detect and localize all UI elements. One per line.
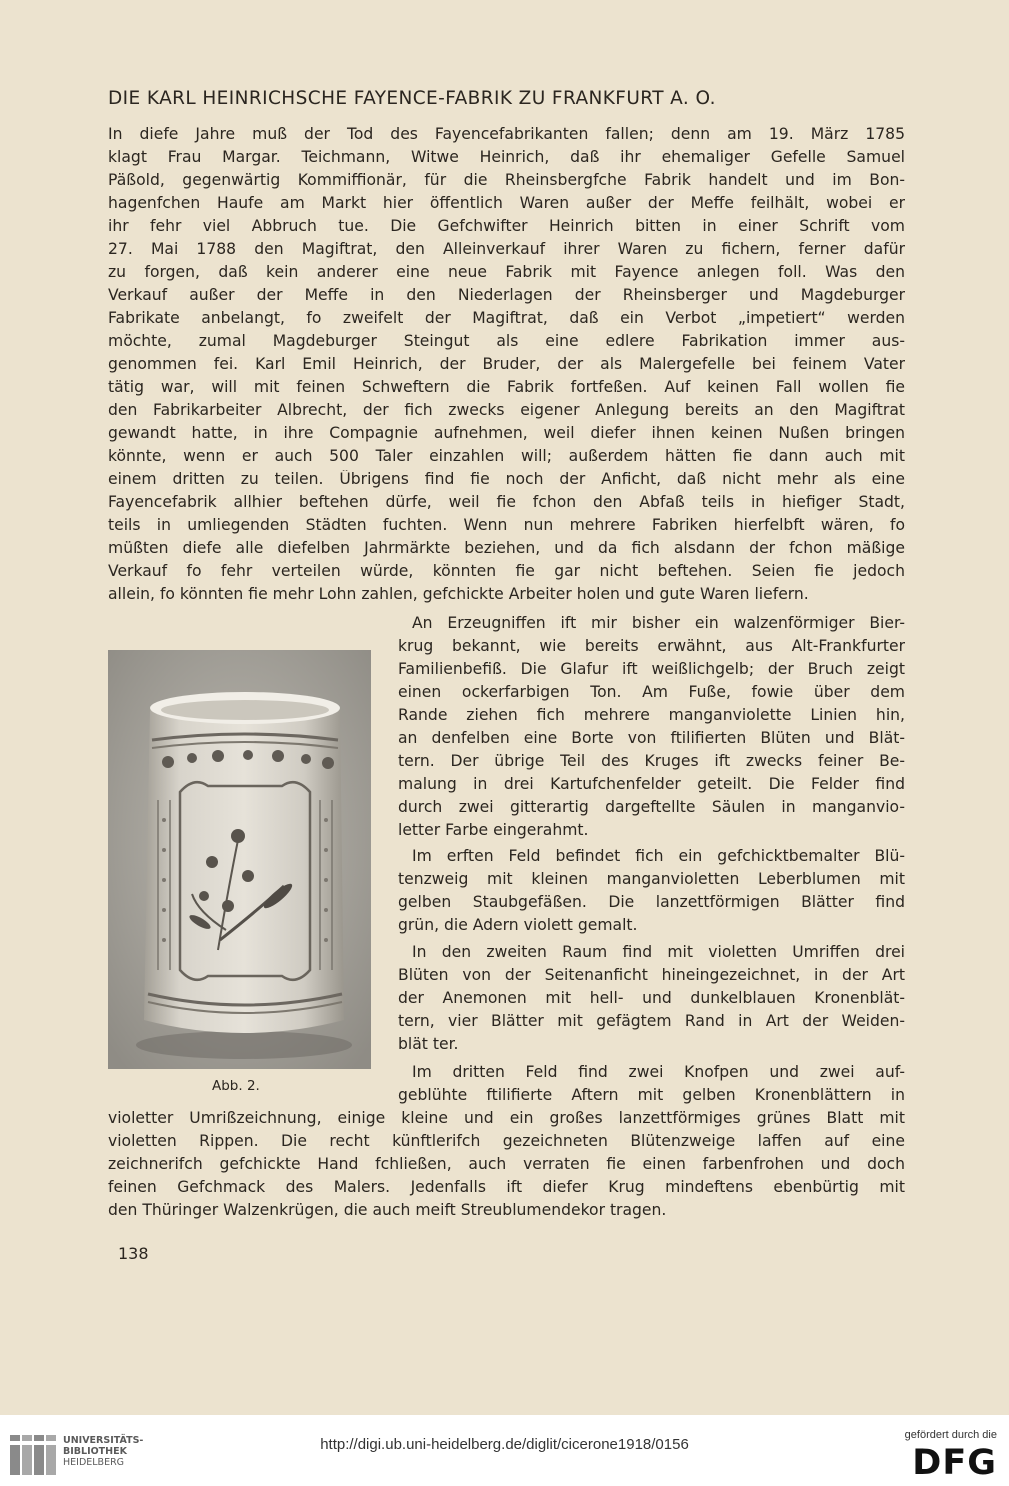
- text-line: Päßold, gegenwärtig Kommiffionär, für die Rheinsbergfche Fabrik handelt und im Bon-: [108, 171, 905, 189]
- text-line: violetter Umrißzeichnung, einige kleine und ein großes lanzettförmiges grünes Blatt mit: [108, 1109, 905, 1127]
- page-number: 138: [118, 1244, 149, 1263]
- text-line: Verkauf außer der Meffe in den Niederlagen der Rheinsberger und Magdeburger: [108, 286, 905, 304]
- text-line: könnte, wenn er auch 500 Taler einzahlen will; außerdem hätten fie dann auch mit: [108, 447, 905, 465]
- text-line: der Anemonen mit hell- und dunkelblauen Kronenblät-: [398, 989, 905, 1007]
- text-line: Im erften Feld befindet fich ein gefchicktbemalter Blü-: [412, 847, 905, 865]
- text-line: genommen fei. Karl Emil Heinrich, der Bruder, der als Malergefelle bei feinem Vater: [108, 355, 905, 373]
- text-line: allein, fo könnten fie mehr Lohn zahlen, gefchickte Arbeiter holen und gute Waren liefern.: [108, 585, 809, 603]
- text-line: klagt Frau Margar. Teichmann, Witwe Heinrich, daß ihr ehemaliger Gefelle Samuel: [108, 148, 905, 166]
- text-line: durch zwei gitterartig dargeftellte Säulen in manganvio-: [398, 798, 905, 816]
- figure-caption: Abb. 2.: [212, 1078, 260, 1094]
- text-line: tätig war, will mit feinen Schweftern die Fabrik fortfeßen. Auf keinen Fall wollen fie: [108, 378, 905, 396]
- text-line: In den zweiten Raum find mit violetten Umriffen drei: [412, 943, 905, 961]
- text-line: einen ockerfarbigen Ton. Am Fuße, fowie über dem: [398, 683, 905, 701]
- text-line: möchte, zumal Magdeburger Steingut als eine edlere Fabrikation immer aus-: [108, 332, 905, 350]
- text-line: hagenfchen Haufe am Markt hier öffentlich Waren außer der Meffe feilhält, wobei er: [108, 194, 905, 212]
- text-line: teils in umliegenden Städten fuchten. Wenn nun mehrere Fabriken hierfelbft wären, fo: [108, 516, 905, 534]
- text-line: tern, vier Blätter mit gefägtem Rand in Art der Weiden-: [398, 1012, 905, 1030]
- text-line: tenzweig mit kleinen manganvioletten Leberblumen mit: [398, 870, 905, 888]
- dfg-logo: DFG: [912, 1443, 997, 1483]
- mug-illustration: [108, 650, 371, 1069]
- permalink-url[interactable]: http://digi.ub.uni-heidelberg.de/diglit/cicerone1918/0156: [320, 1436, 689, 1453]
- library-line-1: UNIVERSITÄTS-: [63, 1435, 144, 1446]
- text-line: violetten Rippen. Die recht künftlerifch gezeichneten Blütenzweige laffen auf eine: [108, 1132, 905, 1150]
- text-line: tern. Der übrige Teil des Kruges ift zwecks feiner Be-: [398, 752, 905, 770]
- text-line: feinen Gefchmack des Malers. Jedenfalls ift diefer Krug mindeftens ebenbürtig mit: [108, 1178, 905, 1196]
- funding-caption: gefördert durch die: [904, 1429, 997, 1441]
- text-line: den Thüringer Walzenkrügen, die auch meift Streublumendekor tragen.: [108, 1201, 667, 1219]
- text-line: Fayencefabrik allhier beftehen dürfe, weil fie fchon den Abfaß teils in hiefiger Stadt,: [108, 493, 905, 511]
- library-line-2: BIBLIOTHEK: [63, 1446, 127, 1457]
- text-line: 27. Mai 1788 den Magiftrat, den Alleinverkauf ihrer Waren zu fichern, ferner dafür: [108, 240, 905, 258]
- page-heading: DIE KARL HEINRICHSCHE FAYENCE-FABRIK ZU FRANKFURT A. O.: [108, 88, 716, 109]
- text-line: In diefe Jahre muß der Tod des Fayencefabrikanten fallen; denn am 19. März 1785: [108, 125, 905, 143]
- text-line: ihr fehr viel Abbruch tue. Die Gefchwifter Heinrich bitten in einer Schrift vom: [108, 217, 905, 235]
- text-line: blät ter.: [398, 1035, 459, 1053]
- library-line-3: HEIDELBERG: [63, 1457, 125, 1468]
- text-line: einem dritten zu teilen. Übrigens find fie noch der Anficht, daß nicht mehr als eine: [108, 470, 905, 488]
- text-line: den Fabrikarbeiter Albrecht, der fich zwecks eigener Anlegung bereits an den Magiftrat: [108, 401, 905, 419]
- text-line: gewandt hatte, in ihre Compagnie aufnehmen, weil diefer ihnen keinen Nußen bringen: [108, 424, 905, 442]
- text-line: müßten diefe alle diefelben Jahrmärkte beziehen, und da fich alsdann der fchon mäßige: [108, 539, 905, 557]
- figure-photo-stoneware-mug: [108, 650, 371, 1069]
- text-line: krug bekannt, wie bereits erwähnt, aus Alt-Frankfurter: [398, 637, 905, 655]
- text-line: Fabrikate anbelangt, fo zweifelt der Magiftrat, daß ein Verbot „impetiert“ werden: [108, 309, 905, 327]
- text-line: Familienbefiß. Die Glafur ift weißlichgelb; der Bruch zeigt: [398, 660, 905, 678]
- text-line: Rande ziehen fich mehrere manganviolette Linien hin,: [398, 706, 905, 724]
- text-line: zu forgen, daß kein anderer eine neue Fabrik mit Fayence anlegen foll. Was den: [108, 263, 905, 281]
- text-line: An Erzeugniffen ift mir bisher ein walzenförmiger Bier-: [412, 614, 905, 632]
- viewer-footer: [0, 1415, 1009, 1486]
- text-line: Verkauf fo fehr verteilen würde, könnten fie gar nicht beftehen. Seien fie jedoch: [108, 562, 905, 580]
- text-line: gelben Staubgefäßen. Die lanzettförmigen Blätter find: [398, 893, 905, 911]
- text-line: Im dritten Feld find zwei Knofpen und zwei auf-: [412, 1063, 905, 1081]
- text-line: malung in drei Kartufchenfelder geteilt. Die Felder find: [398, 775, 905, 793]
- text-line: letter Farbe eingerahmt.: [398, 821, 589, 839]
- text-line: Blüten von der Seitenanficht hineingezeichnet, in der Art: [398, 966, 905, 984]
- text-line: an denfelben eine Borte von ftilifierten Blüten und Blät-: [398, 729, 905, 747]
- text-line: geblühte ftilifierte Aftern mit gelben Kronenblättern in: [398, 1086, 905, 1104]
- text-line: grün, die Adern violett gemalt.: [398, 916, 638, 934]
- text-line: zeichnerifch gefchickte Hand fchließen, auch verraten fie einen farbenfrohen und doch: [108, 1155, 905, 1173]
